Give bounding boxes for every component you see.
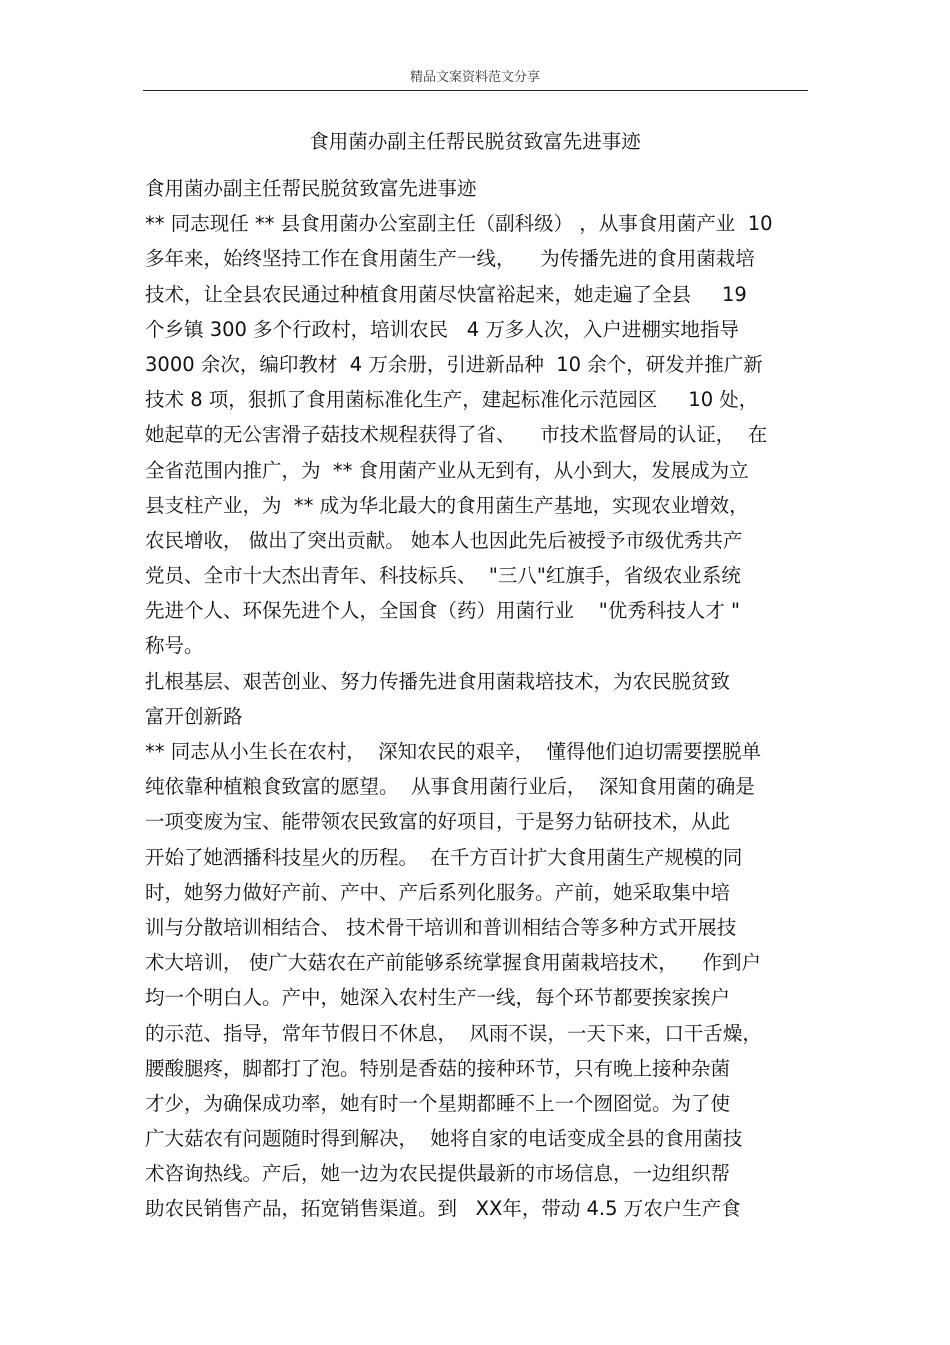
- header-divider: [143, 90, 808, 91]
- text-line: 县支柱产业，为 ** 成为华北最大的食用菌生产基地，实现农业增效，: [145, 493, 749, 517]
- text-line: 才少，为确保成功率，她有时一个星期都睡不上一个囫囵觉。为了使: [145, 1091, 731, 1115]
- text-line: 个乡镇 300 多个行政村，培训农民 4 万多人次，入户进棚实地指导: [145, 317, 739, 341]
- text-line: 多年来，始终坚持工作在食用菌生产一线， 为传播先进的食用菌栽培: [145, 247, 755, 271]
- text-line: 先进个人、环保先进个人，全国食（药）用菌行业 "优秀科技人才 ": [145, 599, 740, 623]
- document-title: 食用菌办副主任帮民脱贫致富先进事迹: [309, 130, 641, 153]
- text-line: 技术，让全县农民通过种植食用菌尽快富裕起来，她走遍了全县 19: [145, 282, 747, 306]
- text-line: 均一个明白人。产中，她深入农村生产一线，每个环节都要挨家挨户: [145, 986, 731, 1010]
- text-line: 全省范围内推广，为 ** 食用菌产业从无到有，从小到大，发展成为立: [145, 458, 749, 482]
- text-line: 训与分散培训相结合、 技术骨干培训和普训相结合等多种方式开展技: [145, 915, 737, 939]
- text-line: 技术 8 项，狠抓了食用菌标准化生产，建起标准化示范园区 10 处，: [145, 388, 759, 412]
- text-line: 术大培训， 使广大菇农在产前能够系统掌握食用菌栽培技术， 作到户: [145, 951, 761, 975]
- text-line: 术咨询热线。产后，她一边为农民提供最新的市场信息，一边组织帮: [145, 1162, 731, 1186]
- text-line: 开始了她洒播科技星火的历程。 在千方百计扩大食用菌生产规模的同: [145, 845, 743, 869]
- text-line: 时，她努力做好产前、产中、产后系列化服务。产前，她采取集中培: [145, 880, 731, 904]
- text-line: 纯依靠种植粮食致富的愿望。 从事食用菌行业后， 深知食用菌的确是: [145, 775, 755, 799]
- text-line: 腰酸腿疼，脚都打了泡。特别是香菇的接种环节，只有晚上接种杂菌: [145, 1056, 731, 1080]
- text-line: 党员、全市十大杰出青年、科技标兵、 "三八"红旗手，省级农业系统: [145, 564, 741, 588]
- text-line: 一项变废为宝、能带领农民致富的好项目，于是努力钻研技术，从此: [145, 810, 731, 834]
- text-line: 称号。: [145, 634, 204, 658]
- text-line: 富开创新路: [145, 704, 243, 728]
- text-line: 广大菇农有问题随时得到解决， 她将自家的电话变成全县的食用菌技: [145, 1127, 743, 1151]
- text-line: 助农民销售产品，拓宽销售渠道。到 XX年，带动 4.5 万农户生产食: [145, 1197, 741, 1221]
- text-line: 扎根基层、艰苦创业、努力传播先进食用菌栽培技术，为农民脱贫致: [145, 669, 731, 693]
- text-line: ** 同志从小生长在农村， 深知农民的艰辛， 懂得他们迫切需要摆脱单: [145, 740, 761, 763]
- text-line: ** 同志现任 ** 县食用菌办公室副主任（副科级） ，从事食用菌产业 10: [145, 212, 773, 236]
- text-line: 农民增收， 做出了突出贡献。 她本人也因此先后被授予市级优秀共产: [145, 528, 743, 552]
- text-line: 的示范、指导，常年节假日不休息， 风雨不误，一天下来，口干舌燥，: [145, 1021, 762, 1045]
- text-line: 食用菌办副主任帮民脱贫致富先进事迹: [145, 177, 477, 200]
- text-line: 3000 余次，编印教材 4 万余册，引进新品种 10 余个，研发并推广新: [145, 352, 763, 376]
- page-header: 精品文案资料范文分享: [409, 70, 540, 85]
- text-line: 她起草的无公害滑子菇技术规程获得了省、 市技术监督局的认证， 在: [145, 423, 768, 447]
- document-body: [145, 171, 805, 1227]
